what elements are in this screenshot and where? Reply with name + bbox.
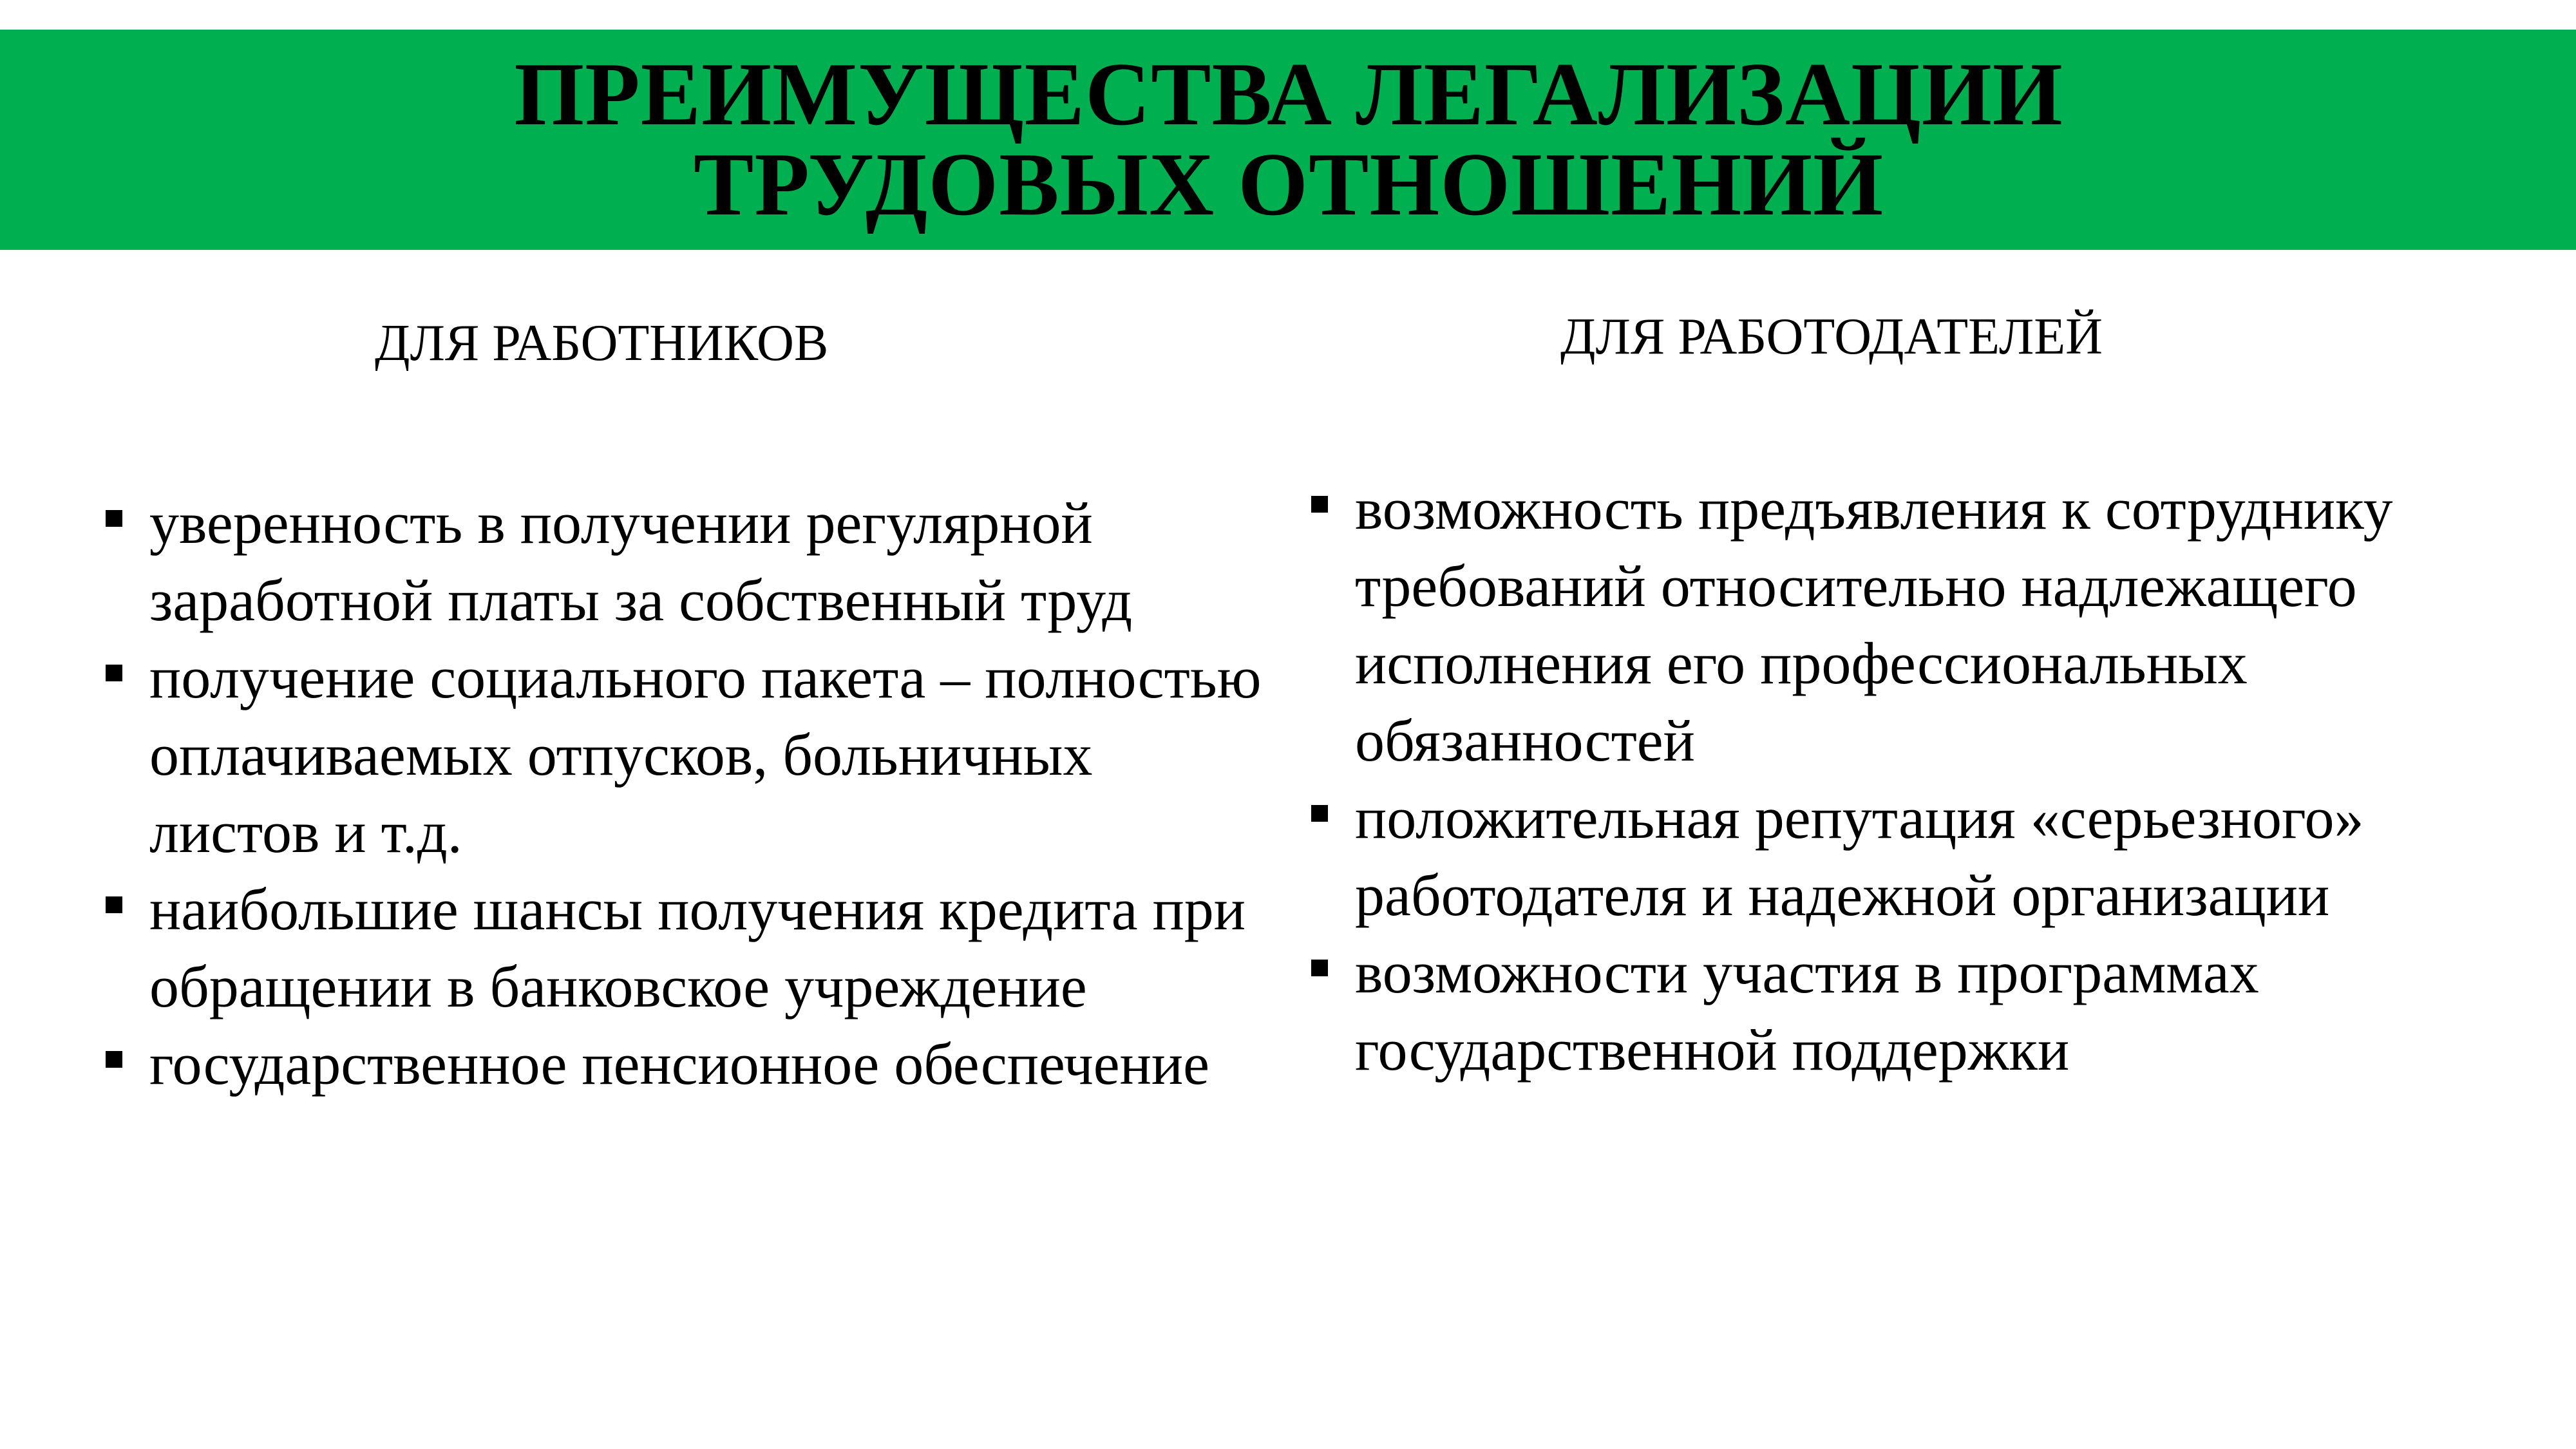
list-item-text: государственное пенсионное обеспечение bbox=[149, 1031, 1209, 1097]
list-item bbox=[103, 1025, 1262, 1103]
square-bullet-icon bbox=[106, 896, 122, 913]
title-band bbox=[0, 30, 2576, 250]
list-item-text: возможность предъявления к сотруднику требований относительно надлежащего исполнения его профессиональных обязанностей bbox=[1355, 476, 2393, 773]
list-item-text: возможности участия в программах государственной поддержки bbox=[1355, 940, 2259, 1083]
employers-benefits-list bbox=[1309, 470, 2532, 1088]
list-item-text: получение социального пакета – полностью оплачиваемых отпусков, больничных листов и т.д. bbox=[149, 645, 1262, 865]
slide-title-line-1: ПРЕИМУЩЕСТВА ЛЕГАЛИЗАЦИИ bbox=[514, 44, 2063, 144]
square-bullet-icon bbox=[106, 510, 122, 527]
employees-column-heading: ДЛЯ РАБОТНИКОВ bbox=[375, 315, 829, 372]
square-bullet-icon bbox=[1311, 496, 1328, 513]
list-item bbox=[1309, 779, 2532, 934]
list-item-text: уверенность в получении регулярной заработной платы за собственный труд bbox=[149, 490, 1133, 633]
list-item bbox=[1309, 934, 2532, 1088]
square-bullet-icon bbox=[1311, 805, 1328, 822]
employees-benefits-list bbox=[103, 484, 1262, 1103]
list-item-text: наибольшие шансы получения кредита при обращении в банковское учреждение bbox=[149, 876, 1246, 1019]
list-item bbox=[103, 484, 1262, 639]
list-item bbox=[103, 639, 1262, 871]
square-bullet-icon bbox=[106, 1051, 122, 1068]
square-bullet-icon bbox=[1311, 960, 1328, 976]
list-item bbox=[1309, 470, 2532, 779]
list-item bbox=[103, 871, 1262, 1025]
square-bullet-icon bbox=[106, 665, 122, 681]
employers-column-heading: ДЛЯ РАБОТОДАТЕЛЕЙ bbox=[1560, 308, 2103, 365]
slide-title-line-2: ТРУДОВЫХ ОТНОШЕНИЙ bbox=[693, 135, 1884, 234]
list-item-text: положительная репутация «серьезного» работодателя и надежной организации bbox=[1355, 785, 2364, 928]
